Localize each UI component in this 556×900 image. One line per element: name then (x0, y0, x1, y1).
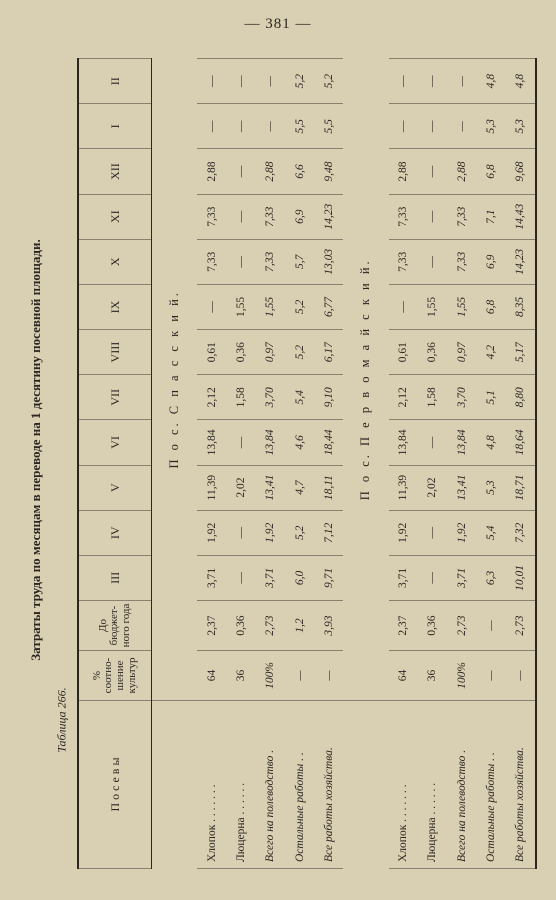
table-cell: — (505, 651, 536, 701)
table-cell: — (285, 651, 314, 701)
header-cell: VII (78, 375, 152, 420)
table-cell: 5,2 (285, 284, 314, 329)
table-cell: — (418, 555, 447, 600)
table-cell: 6,17 (314, 330, 343, 375)
table-cell: 64 (197, 651, 226, 701)
table-cell: 7,1 (476, 194, 505, 239)
table-cell: — (227, 239, 256, 284)
table-cell: 2,73 (256, 601, 285, 651)
row-label: Хлопок . . . . . . . (389, 701, 418, 869)
table-cell: 6,77 (314, 284, 343, 329)
table-cell: 18,64 (505, 420, 536, 465)
table-cell: 1,58 (418, 375, 447, 420)
table-cell: 7,33 (447, 239, 476, 284)
table-cell: 2,73 (447, 601, 476, 651)
section-spacer-cell (152, 701, 198, 869)
table-cell: — (418, 104, 447, 149)
header-cell: V (78, 465, 152, 510)
table-cell: 0,97 (447, 330, 476, 375)
table-cell: 9,48 (314, 149, 343, 194)
table-cell: 5,1 (476, 375, 505, 420)
header-cell: IV (78, 510, 152, 555)
table-cell: — (418, 510, 447, 555)
table-label: Таблица 266. (54, 687, 69, 753)
table-cell: 3,71 (447, 555, 476, 600)
table-cell: 7,33 (389, 239, 418, 284)
table-cell: 3,71 (197, 555, 226, 600)
table-cell: 5,2 (285, 510, 314, 555)
page-number: — 381 — (244, 16, 312, 32)
table-cell: 6,9 (476, 239, 505, 284)
table-cell: 5,2 (285, 330, 314, 375)
table-cell: 2,88 (256, 149, 285, 194)
row-label: Всего на полеводство . (256, 701, 285, 869)
section-spacer-cell (343, 701, 388, 869)
table-cell: 1,55 (418, 284, 447, 329)
table-cell: 3,71 (256, 555, 285, 600)
rotated-table-container (77, 59, 537, 869)
table-cell: 18,44 (314, 420, 343, 465)
table-cell: — (389, 59, 418, 104)
section-title: П о с. П е р в о м а й с к и й. (358, 258, 373, 501)
table-cell: 6,3 (476, 555, 505, 600)
table-cell: 3,70 (447, 375, 476, 420)
table-cell: 11,39 (197, 465, 226, 510)
table-cell: 5,5 (285, 104, 314, 149)
table-cell: 0,61 (389, 330, 418, 375)
table-cell: — (418, 59, 447, 104)
table-cell: 1,2 (285, 601, 314, 651)
table-cell: — (256, 59, 285, 104)
table-cell: 7,33 (389, 194, 418, 239)
table-cell: 5,2 (314, 59, 343, 104)
table-cell: — (227, 510, 256, 555)
table-cell: 0,36 (418, 601, 447, 651)
table-cell: 8,80 (505, 375, 536, 420)
table-cell: 7,33 (256, 239, 285, 284)
row-label: Люцерна . . . . . . (418, 701, 447, 869)
table-cell: 1,55 (447, 284, 476, 329)
table-cell: 4,7 (285, 465, 314, 510)
row-label: Всего на полеводство . (447, 701, 476, 869)
section-header-row (343, 59, 388, 869)
header-cell: До бюджет-ного года (78, 601, 152, 651)
table-cell: 5,3 (505, 104, 536, 149)
table-cell: 2,73 (505, 601, 536, 651)
table-cell: 7,33 (197, 239, 226, 284)
table-cell: 2,12 (389, 375, 418, 420)
table-cell: 1,55 (227, 284, 256, 329)
header-cell: III (78, 555, 152, 600)
table-cell: 13,84 (256, 420, 285, 465)
table-cell: 3,71 (389, 555, 418, 600)
table-row (285, 59, 314, 869)
table-cell: — (476, 651, 505, 701)
table-cell: 6,8 (476, 149, 505, 194)
table-cell: — (418, 149, 447, 194)
table-cell: 1,58 (227, 375, 256, 420)
table-cell: 1,92 (256, 510, 285, 555)
table-header-row (78, 59, 152, 869)
table-cell: 2,02 (418, 465, 447, 510)
table-cell: 7,33 (256, 194, 285, 239)
table-cell: 9,10 (314, 375, 343, 420)
table-cell: 7,12 (314, 510, 343, 555)
table-cell: 1,92 (389, 510, 418, 555)
table-cell: 2,88 (389, 149, 418, 194)
table-cell: 13,84 (389, 420, 418, 465)
table-cell: 3,70 (256, 375, 285, 420)
table-cell: 14,23 (314, 194, 343, 239)
table-cell: 2,88 (197, 149, 226, 194)
table-cell: — (418, 420, 447, 465)
header-cell: % соотно-шение культур (78, 651, 152, 701)
table-cell: 2,12 (197, 375, 226, 420)
table-cell: 11,39 (389, 465, 418, 510)
table-row (476, 59, 505, 869)
header-cell: II (78, 59, 152, 104)
table-cell: 14,23 (505, 239, 536, 284)
table-cell: 1,92 (197, 510, 226, 555)
table-cell: 18,11 (314, 465, 343, 510)
row-label: Все работы хозяйства. (314, 701, 343, 869)
table-cell: 4,8 (505, 59, 536, 104)
table-cell: 13,03 (314, 239, 343, 284)
table-cell: — (389, 284, 418, 329)
table-row (256, 59, 285, 869)
table-cell: 5,2 (285, 59, 314, 104)
table-cell: 36 (227, 651, 256, 701)
table-cell: — (197, 59, 226, 104)
table-cell: 0,36 (227, 330, 256, 375)
table-cell: 5,3 (476, 104, 505, 149)
table-cell: — (389, 104, 418, 149)
table-cell: 1,92 (447, 510, 476, 555)
table-cell: — (197, 104, 226, 149)
table-cell: 6,9 (285, 194, 314, 239)
table-cell: 2,37 (197, 601, 226, 651)
table-row (227, 59, 256, 869)
table-cell: 0,36 (418, 330, 447, 375)
table-cell: — (227, 420, 256, 465)
table-cell: 0,97 (256, 330, 285, 375)
table-cell: — (227, 104, 256, 149)
table-row (197, 59, 226, 869)
table-cell: 100% (256, 651, 285, 701)
header-cell: П о с е в ы (78, 701, 152, 869)
row-label: Все работы хозяйства. (505, 701, 536, 869)
table-cell: — (447, 59, 476, 104)
table-cell: 0,36 (227, 601, 256, 651)
table-cell: 4,6 (285, 420, 314, 465)
table-cell: 6,6 (285, 149, 314, 194)
table-cell: 8,35 (505, 284, 536, 329)
page-title: Затраты труда по месяцам в переводе на 1 десятину посевной площади. (28, 239, 43, 661)
table-cell: 2,02 (227, 465, 256, 510)
row-label: Остальные работы . . (476, 701, 505, 869)
table-cell: 14,43 (505, 194, 536, 239)
table-cell: 3,93 (314, 601, 343, 651)
table-cell: 13,41 (256, 465, 285, 510)
table-cell: 1,55 (256, 284, 285, 329)
table-cell: 13,84 (447, 420, 476, 465)
table-cell: 5,4 (285, 375, 314, 420)
table-cell: — (227, 149, 256, 194)
section-title: П о с. С п а с с к и й. (167, 290, 182, 469)
table-cell: 100% (447, 651, 476, 701)
table-cell: 7,33 (447, 194, 476, 239)
table-row (447, 59, 476, 869)
row-label: Люцерна . . . . . . (227, 701, 256, 869)
labor-table (77, 58, 537, 869)
table-row (389, 59, 418, 869)
table-cell: — (418, 239, 447, 284)
row-label: Хлопок . . . . . . . (197, 701, 226, 869)
table-cell: — (418, 194, 447, 239)
table-cell: 13,84 (197, 420, 226, 465)
table-cell: 18,71 (505, 465, 536, 510)
table-cell: 10,01 (505, 555, 536, 600)
table-cell: — (227, 555, 256, 600)
table-cell: — (227, 194, 256, 239)
table-cell: 36 (418, 651, 447, 701)
table-cell: 4,8 (476, 59, 505, 104)
header-cell: XI (78, 194, 152, 239)
table-row (314, 59, 343, 869)
table-cell: — (314, 651, 343, 701)
header-cell: VIII (78, 330, 152, 375)
table-cell: 2,37 (389, 601, 418, 651)
header-cell: IX (78, 284, 152, 329)
table-cell: 9,71 (314, 555, 343, 600)
table-cell: 6,8 (476, 284, 505, 329)
table-cell: 5,7 (285, 239, 314, 284)
row-label: Остальные работы . . (285, 701, 314, 869)
table-cell: 64 (389, 651, 418, 701)
table-cell: — (256, 104, 285, 149)
header-cell: VI (78, 420, 152, 465)
table-cell: 7,33 (197, 194, 226, 239)
section-header-row (152, 59, 198, 869)
table-cell: 5,5 (314, 104, 343, 149)
table-cell: — (227, 59, 256, 104)
table-cell: — (197, 284, 226, 329)
table-cell: 4,8 (476, 420, 505, 465)
table-cell: 13,41 (447, 465, 476, 510)
table-cell: 6,0 (285, 555, 314, 600)
header-cell: XII (78, 149, 152, 194)
table-cell: 5,4 (476, 510, 505, 555)
table-cell: — (476, 601, 505, 651)
table-cell: 2,88 (447, 149, 476, 194)
header-cell: X (78, 239, 152, 284)
table-cell: 5,3 (476, 465, 505, 510)
table-row (505, 59, 536, 869)
table-row (418, 59, 447, 869)
table-cell: 5,17 (505, 330, 536, 375)
table-cell: 9,68 (505, 149, 536, 194)
header-cell: I (78, 104, 152, 149)
table-cell: — (447, 104, 476, 149)
table-cell: 7,32 (505, 510, 536, 555)
table-cell: 4,2 (476, 330, 505, 375)
table-cell: 0,61 (197, 330, 226, 375)
